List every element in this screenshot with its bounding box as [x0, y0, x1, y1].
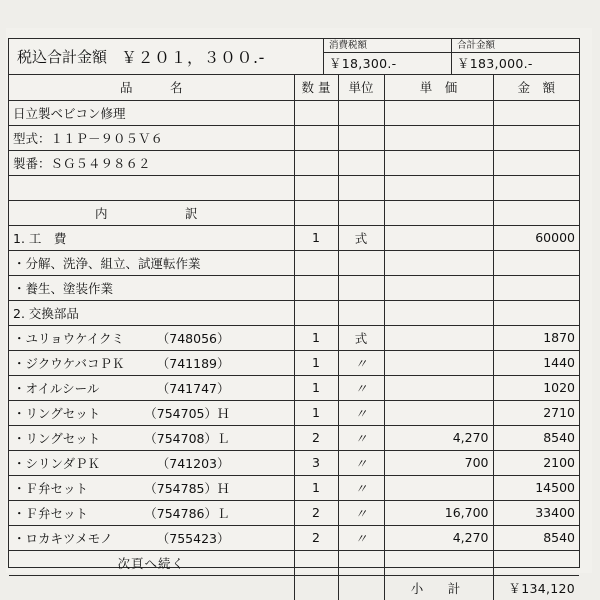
- cell-quantity: [294, 200, 338, 225]
- table-row: [9, 325, 579, 350]
- cell-quantity: 1: [294, 375, 338, 400]
- table-row: [9, 175, 579, 200]
- cell-amount: 8540: [493, 425, 579, 450]
- cell-amount: 33400: [493, 500, 579, 525]
- cell-item-name: [9, 325, 294, 350]
- subtotal-spacer-name: [9, 575, 294, 600]
- cell-amount: 2710: [493, 400, 579, 425]
- cell-quantity: [294, 125, 338, 150]
- item-part-code: （754708）Ｌ: [144, 430, 230, 446]
- invoice-header: [9, 39, 579, 75]
- cell-unit-price: [384, 150, 493, 175]
- cell-item-name: [9, 375, 294, 400]
- cell-unit-price: [384, 550, 493, 575]
- cell-quantity: [294, 250, 338, 275]
- cell-unit: [338, 100, 384, 125]
- cell-quantity: 1: [294, 475, 338, 500]
- column-header-amount: 金 額: [493, 75, 579, 100]
- cell-unit-price: [384, 250, 493, 275]
- item-name-text: ・Ｆ弁セット: [13, 505, 89, 521]
- item-name-text: ・ロカキツメモノ: [13, 530, 113, 546]
- cell-unit-price: [384, 125, 493, 150]
- table-header-row: [9, 75, 579, 100]
- line-items-table: [9, 75, 579, 600]
- subtotal-amount-value: ￥183,000.-: [457, 56, 533, 71]
- column-header-quantity: 数 量: [294, 75, 338, 100]
- item-name-text: ・リングセット: [13, 430, 101, 446]
- cell-unit-price: [384, 325, 493, 350]
- subtotal-amount-block: [452, 39, 579, 74]
- cell-item-name: 1. 工 費: [9, 225, 294, 250]
- cell-amount: [493, 300, 579, 325]
- table-footer: [9, 575, 579, 600]
- column-header-unit-price: 単 価: [384, 75, 493, 100]
- cell-unit: 〃: [338, 425, 384, 450]
- cell-quantity: [294, 300, 338, 325]
- table-row: [9, 125, 579, 150]
- table-row: [9, 225, 579, 250]
- cell-item-name: [9, 500, 294, 525]
- cell-unit-price: [384, 350, 493, 375]
- tax-amount-label: 消費税額: [324, 40, 451, 53]
- item-part-code: （754785）Ｈ: [144, 480, 230, 496]
- cell-unit: [338, 275, 384, 300]
- subtotal-value: ￥134,120: [493, 575, 579, 600]
- table-row: [9, 425, 579, 450]
- table-row: [9, 400, 579, 425]
- cell-amount: 1440: [493, 350, 579, 375]
- cell-amount: [493, 175, 579, 200]
- table-header: [9, 75, 579, 100]
- cell-item-name: 型式：１１Ｐ－９０５Ｖ６: [9, 125, 294, 150]
- item-name-text: ・リングセット: [13, 405, 101, 421]
- total-with-tax-block: [9, 39, 324, 74]
- cell-amount: 60000: [493, 225, 579, 250]
- item-part-code: （741747）: [156, 380, 230, 396]
- item-name-text: ・ジクウケバコＰＫ: [13, 355, 125, 371]
- cell-amount: 2100: [493, 450, 579, 475]
- cell-unit: 〃: [338, 375, 384, 400]
- cell-amount: [493, 100, 579, 125]
- cell-unit-price: 16,700: [384, 500, 493, 525]
- cell-unit: 〃: [338, 525, 384, 550]
- cell-quantity: 2: [294, 525, 338, 550]
- item-part-code: （748056）: [156, 330, 230, 346]
- cell-amount: [493, 125, 579, 150]
- table-row: [9, 100, 579, 125]
- subtotal-amount-label: 合計金額: [452, 40, 579, 53]
- table-row: [9, 475, 579, 500]
- cell-unit-price: 4,270: [384, 425, 493, 450]
- column-header-name: 品 名: [9, 75, 294, 100]
- cell-unit: [338, 250, 384, 275]
- cell-item-name: 2. 交換部品: [9, 300, 294, 325]
- cell-quantity: 1: [294, 350, 338, 375]
- cell-unit: 〃: [338, 475, 384, 500]
- cell-item-name: [9, 175, 294, 200]
- table-body: [9, 100, 579, 575]
- cell-item-name: 日立製ベビコン修理: [9, 100, 294, 125]
- cell-quantity: [294, 550, 338, 575]
- item-name-text: ・オイルシール: [13, 380, 100, 396]
- item-name-text: ・Ｆ弁セット: [13, 480, 89, 496]
- cell-amount: [493, 200, 579, 225]
- cell-unit-price: [384, 300, 493, 325]
- cell-unit-price: [384, 275, 493, 300]
- subtotal-spacer-unit: [338, 575, 384, 600]
- cell-item-name: [9, 450, 294, 475]
- table-row: [9, 450, 579, 475]
- cell-item-name: [9, 475, 294, 500]
- cell-quantity: [294, 175, 338, 200]
- cell-unit: 式: [338, 325, 384, 350]
- column-header-unit: 単位: [338, 75, 384, 100]
- invoice-document: [8, 38, 580, 596]
- item-part-code: （754705）Ｈ: [144, 405, 230, 421]
- item-part-code: （741189）: [156, 355, 230, 371]
- table-row: [9, 525, 579, 550]
- cell-item-name: ・養生、塗装作業: [9, 275, 294, 300]
- cell-item-name: 内 訳: [9, 200, 294, 225]
- table-row: [9, 350, 579, 375]
- cell-item-name: [9, 350, 294, 375]
- cell-amount: [493, 275, 579, 300]
- cell-item-name: ・分解、洗浄、組立、試運転作業: [9, 250, 294, 275]
- table-row: [9, 150, 579, 175]
- total-with-tax-label: 税込合計金額: [17, 48, 108, 66]
- table-row: [9, 550, 579, 575]
- cell-unit-price: 4,270: [384, 525, 493, 550]
- cell-item-name: [9, 400, 294, 425]
- cell-item-name: [9, 525, 294, 550]
- table-row: [9, 500, 579, 525]
- cell-unit: 式: [338, 225, 384, 250]
- cell-unit: 〃: [338, 350, 384, 375]
- item-name-text: ・ユリョウケイクミ: [13, 330, 125, 346]
- cell-unit-price: [384, 100, 493, 125]
- cell-quantity: 1: [294, 225, 338, 250]
- cell-quantity: 1: [294, 325, 338, 350]
- table-row: [9, 375, 579, 400]
- item-part-code: （755423）: [156, 530, 230, 546]
- cell-unit: 〃: [338, 500, 384, 525]
- cell-amount: [493, 150, 579, 175]
- cell-unit: 〃: [338, 450, 384, 475]
- cell-amount: 8540: [493, 525, 579, 550]
- table-row: [9, 275, 579, 300]
- cell-quantity: [294, 150, 338, 175]
- cell-unit-price: [384, 175, 493, 200]
- tax-amount-block: [324, 39, 452, 74]
- cell-quantity: 2: [294, 425, 338, 450]
- cell-unit: [338, 300, 384, 325]
- item-name-text: ・シリンダＰＫ: [13, 455, 101, 471]
- cell-unit: 〃: [338, 400, 384, 425]
- cell-unit-price: [384, 400, 493, 425]
- cell-item-name: 製番：ＳＧ５４９８６２: [9, 150, 294, 175]
- cell-amount: 14500: [493, 475, 579, 500]
- cell-amount: 1020: [493, 375, 579, 400]
- cell-quantity: [294, 275, 338, 300]
- cell-unit-price: 700: [384, 450, 493, 475]
- cell-amount: [493, 250, 579, 275]
- total-with-tax-value: ￥２０１，３００.-: [121, 48, 265, 67]
- cell-unit: [338, 200, 384, 225]
- cell-quantity: 2: [294, 500, 338, 525]
- tax-amount-value: ￥18,300.-: [329, 56, 397, 71]
- subtotal-spacer-qty: [294, 575, 338, 600]
- cell-amount: [493, 550, 579, 575]
- cell-amount: 1870: [493, 325, 579, 350]
- cell-item-name: 次頁へ続く: [9, 550, 294, 575]
- cell-item-name: [9, 425, 294, 450]
- cell-unit: [338, 175, 384, 200]
- cell-quantity: 1: [294, 400, 338, 425]
- table-row: [9, 200, 579, 225]
- cell-unit-price: [384, 375, 493, 400]
- cell-quantity: [294, 100, 338, 125]
- cell-quantity: 3: [294, 450, 338, 475]
- cell-unit: [338, 550, 384, 575]
- table-row: [9, 300, 579, 325]
- item-part-code: （754786）Ｌ: [144, 505, 230, 521]
- subtotal-row: [9, 575, 579, 600]
- subtotal-label: 小 計: [384, 575, 493, 600]
- cell-unit-price: [384, 475, 493, 500]
- table-row: [9, 250, 579, 275]
- cell-unit: [338, 150, 384, 175]
- cell-unit: [338, 125, 384, 150]
- cell-unit-price: [384, 225, 493, 250]
- item-part-code: （741203）: [156, 455, 230, 471]
- cell-unit-price: [384, 200, 493, 225]
